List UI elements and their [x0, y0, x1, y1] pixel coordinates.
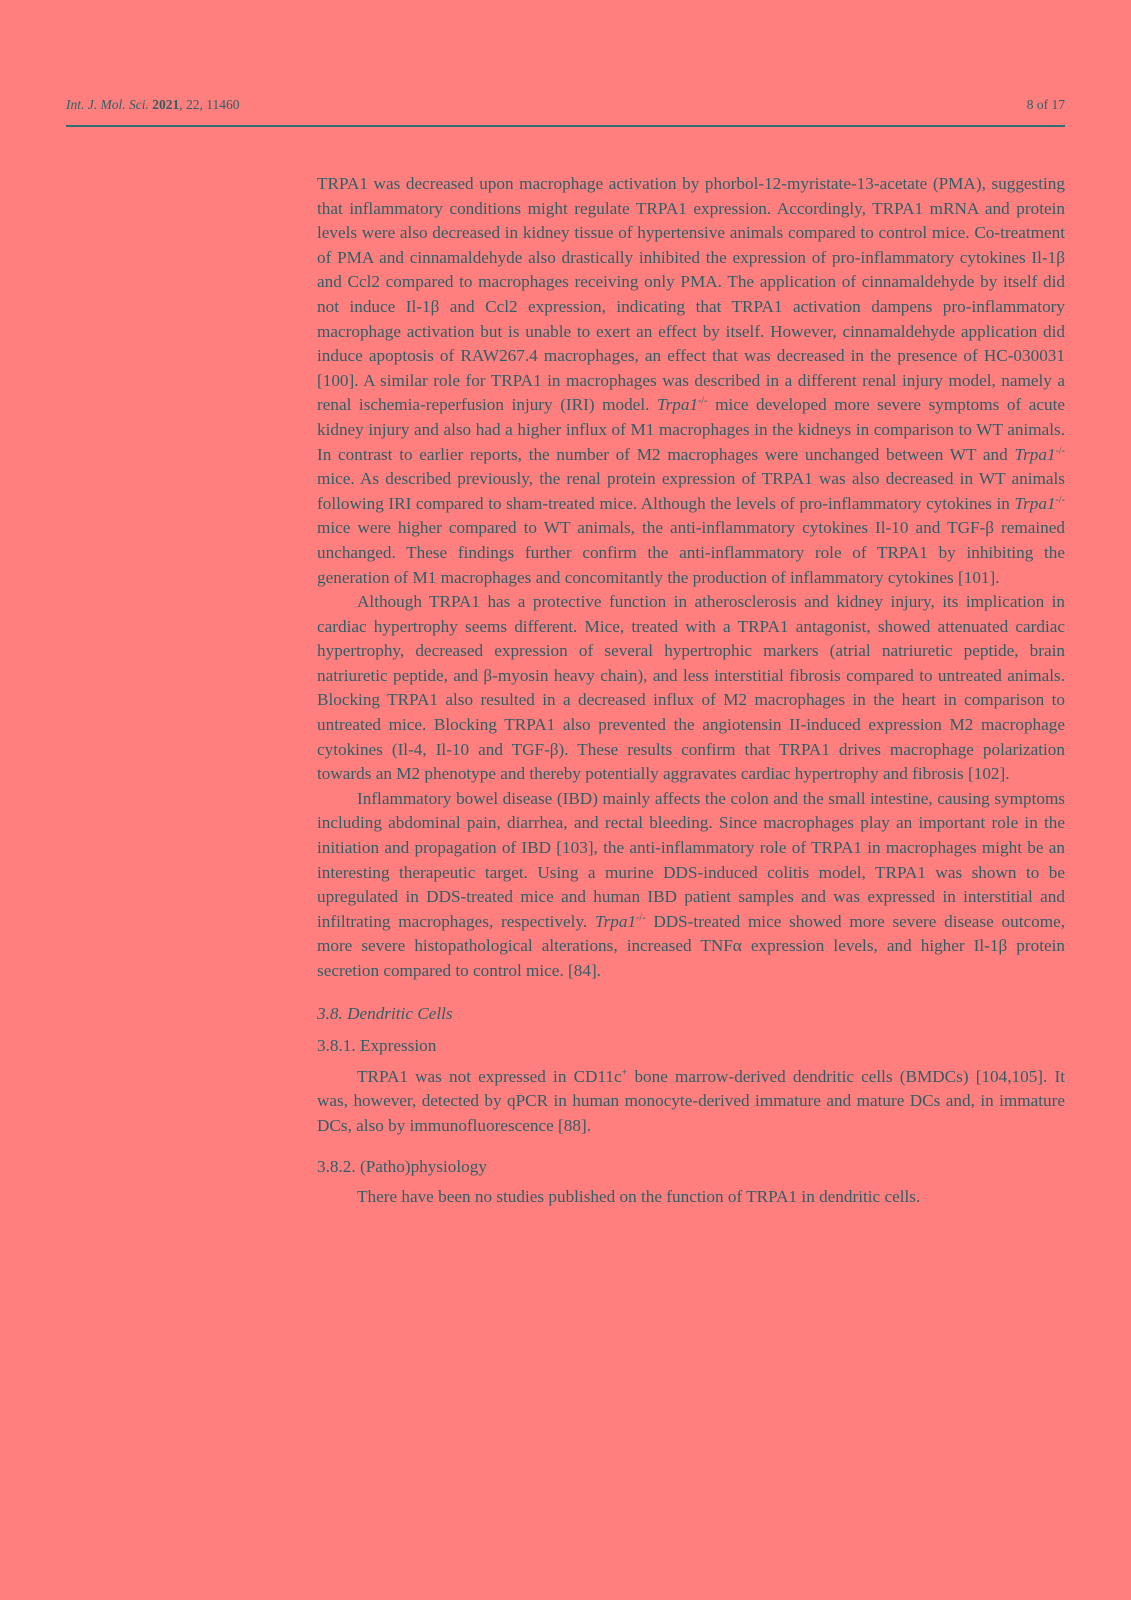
section-title-dendritic-cells: 3.8. Dendritic Cells: [317, 1003, 453, 1023]
superscript: -/-: [698, 395, 708, 407]
header-rule: [66, 125, 1065, 127]
journal-volume-article: , 22, 11460: [179, 97, 240, 112]
gene-name: Trpa1: [656, 395, 699, 415]
subsection-title-pathophysiology: 3.8.2. (Patho)physiology: [317, 1156, 487, 1176]
superscript: -/-: [1055, 444, 1065, 456]
superscript: +: [621, 1067, 628, 1079]
gene-name: Trpa1: [1014, 444, 1056, 464]
paragraph-trpa1-macrophage-renal: TRPA1 was decreased upon macrophage activation by phorbol-12-myristate-13-acetate (PMA), suggesting that inflammatory conditions might regulate TRPA1 expression. Accordingly, TRPA1 mRNA and protein levels were also decreased in kidney tissue of hypertensive animals compared to control mice. Co-treatment of PMA and cinnamaldehyde also drastically inhibited the expression of pro-inflammatory cytokines Il-1β and Ccl2 compared to macrophages receiving only PMA. The application of cinnamaldehyde by itself did not induce Il-1β and Ccl2 expression, indicating that TRPA1 activation dampens pro-inflammatory macrophage activation but is unable to exert an effect by itself. However, cinnamaldehyde application did induce apoptosis of RAW267.4 macrophages, an effect that was decreased in the presence of HC-030031 [100]. A similar role for TRPA1 in macrophages was described in a different renal injury model, namely a renal ischemia-reperfusion injury (IRI) model. Trpa1-/- mice developed more severe symptoms of acute kidney injury and also had a higher influx of M1 macrophages in the kidneys in comparison to WT animals. In contrast to earlier reports, the number of M2 macrophages were unchanged between WT and Trpa1-/- mice. As described previously, the renal protein expression of TRPA1 was also decreased in WT animals following IRI compared to sham-treated mice. Although the levels of pro-inflammatory cytokines in Trpa1-/- mice were higher compared to WT animals, the anti-inflammatory cytokines Il-10 and TGF-β remained unchanged. These findings further confirm the anti-inflammatory role of TRPA1 by inhibiting the generation of M1 macrophages and concomitantly the production of inflammatory cytokines [101].: [317, 174, 1065, 587]
paragraph-cardiac-hypertrophy: Although TRPA1 has a protective function in atherosclerosis and kidney injury, its implication in cardiac hypertrophy seems different. Mice, treated with a TRPA1 antagonist, showed attenuated cardiac hypertrophy, decreased expression of several hypertrophic markers (atrial natriuretic peptide, brain natriuretic peptide, and β-myosin heavy chain), and less interstitial fibrosis compared to untreated animals. Blocking TRPA1 also resulted in a decreased influx of M2 macrophages in the heart in comparison to untreated mice. Blocking TRPA1 also prevented the angiotensin II-induced expression M2 macrophage cytokines (Il-4, Il-10 and TGF-β). These results confirm that TRPA1 drives macrophage polarization towards an M2 phenotype and thereby potentially aggravates cardiac hypertrophy and fibrosis [102].: [317, 592, 1065, 784]
superscript: -/-: [636, 912, 646, 924]
paragraph-ibd: Inflammatory bowel disease (IBD) mainly affects the colon and the small intestine, causing symptoms including abdominal pain, diarrhea, and rectal bleeding. Since macrophages play an important role in the initiation and propagation of IBD [103], the anti-inflammatory role of TRPA1 in macrophages might be an interesting therapeutic target. Using a murine DDS-induced colitis model, TRPA1 was shown to be upregulated in DDS-treated mice and human IBD patient samples and was expressed in interstitial and infiltrating macrophages, respectively. Trpa1-/- DDS-treated mice showed more severe disease outcome, more severe histopathological alterations, increased TNFα expression levels, and higher Il-1β protein secretion compared to control mice. [84].: [317, 788, 1065, 980]
paragraph-dc-pathophysiology: There have been no studies published on the function of TRPA1 in dendritic cells.: [357, 1187, 921, 1207]
page-header: [66, 97, 1065, 113]
subsection-title-expression: 3.8.1. Expression: [317, 1036, 437, 1056]
journal-name: Int. J. Mol. Sci.: [66, 97, 149, 112]
gene-name: Trpa1: [1014, 493, 1056, 513]
paragraph-dc-expression: TRPA1 was not expressed in CD11c+ bone marrow-derived dendritic cells (BMDCs) [104,105]. It was, however, detected by qPCR in human monocyte-derived immature and mature DCs and, in immature DCs, also by immunofluorescence [88].: [317, 1066, 1065, 1135]
superscript: -/-: [1055, 493, 1065, 505]
page-number: 8 of 17: [1026, 97, 1065, 112]
article-body: [317, 172, 1065, 1210]
journal-year: 2021: [152, 97, 180, 112]
gene-name: Trpa1: [595, 911, 637, 931]
